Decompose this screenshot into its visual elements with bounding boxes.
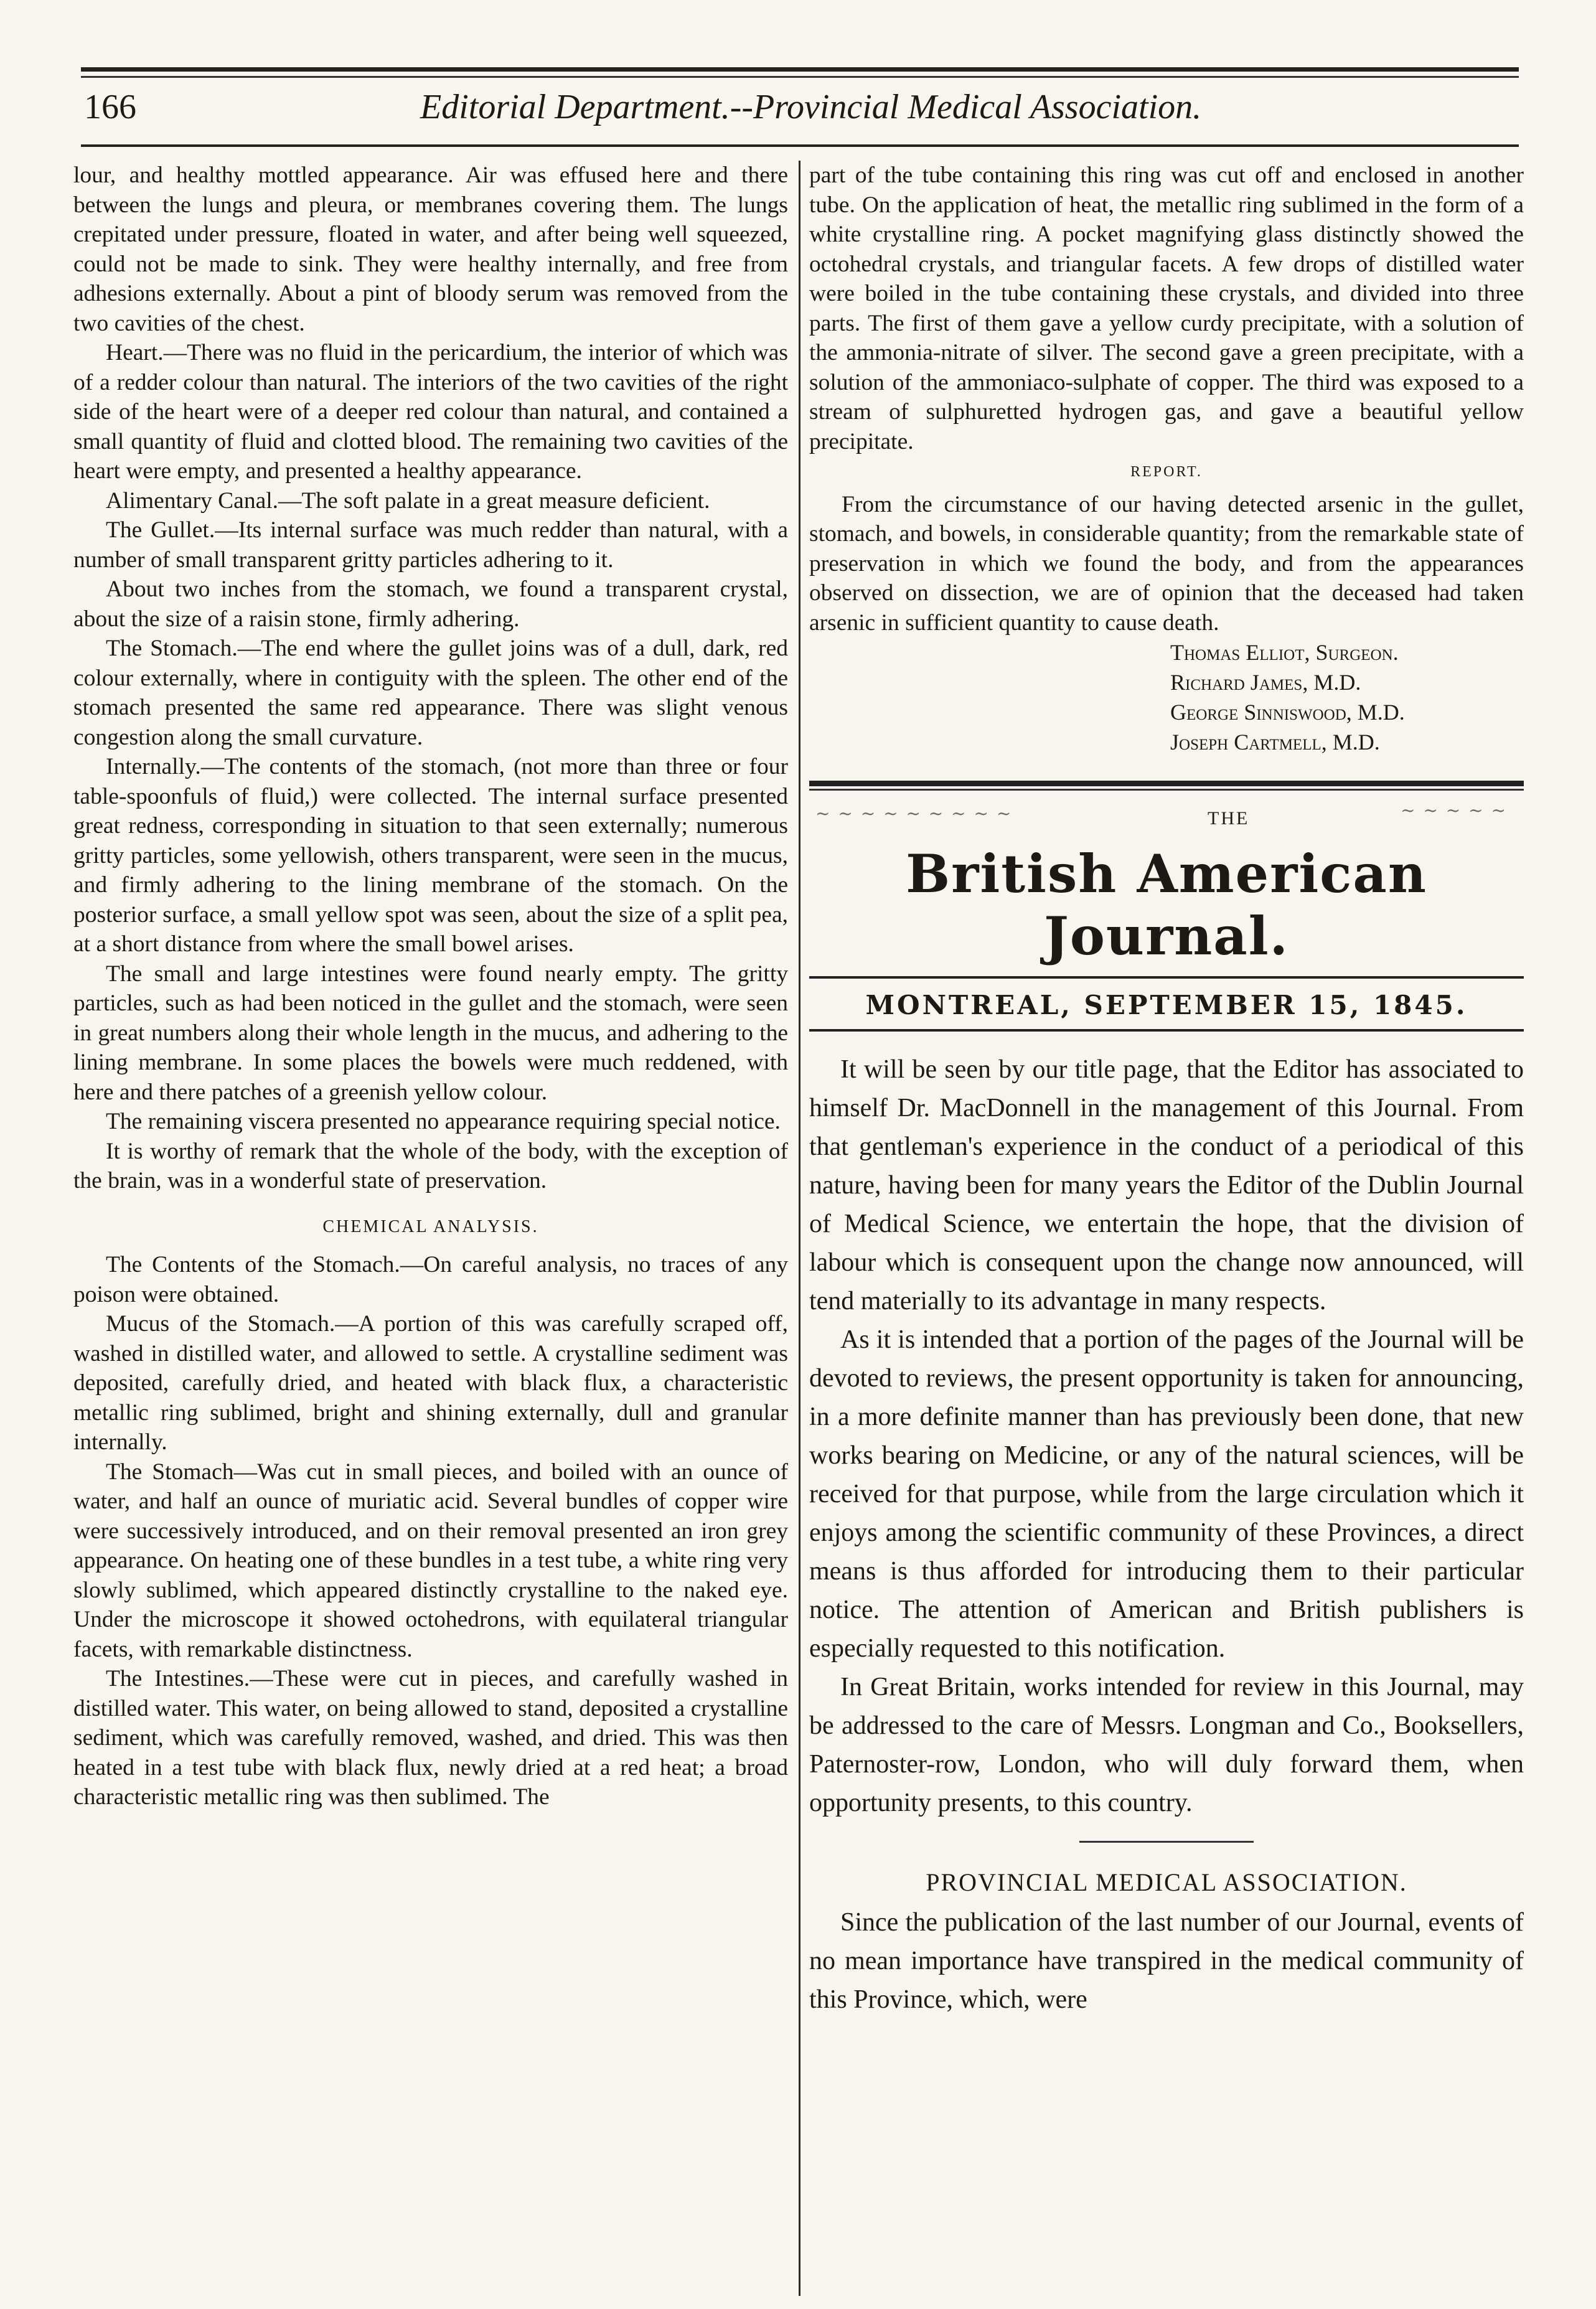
top-rule [81,67,1519,72]
left-paragraph: The remaining viscera presented no appearance requiring special notice. [106,1109,781,1134]
handwritten-annotation: ~ ~ ~ ~ ~ [1401,800,1507,821]
the-line [809,791,1524,840]
left-column [73,161,788,2296]
editorial-paragraph: In Great Britain, works intended for review in this Journal, may be addressed to the care of Messrs. Longman and Co., Booksellers, Paternoster-row, London, who will duly forward them, when opportunity presents, to this country. [809,1673,1524,1817]
running-head: Editorial Department.--Provincial Medical Association. [420,88,1202,126]
section-divider [1079,1841,1254,1843]
masthead-the: THE [1208,808,1250,829]
report-paragraph: From the circumstance of our having detected arsenic in the gullet, stomach, and bowels, in considerable quantity; from the remarkable state of preservation in which we found the body, and from the appearances observed on dissection, we are of opinion that the deceased had taken arsenic in sufficient quantity to cause death. [809,491,1524,636]
report-heading: REPORT. [1130,464,1203,480]
pma-heading: PROVINCIAL MEDICAL ASSOCIATION. [926,1868,1407,1896]
left-paragraph: Heart.—There was no fluid in the pericardium, the interior of which was of a redder colour than natural. The interiors of the two cavities of the right side of the heart were of a deeper red colour than natural, and contained a small quantity of fluid and clotted blood. The remaining two cavities of the heart were empty, and presented a healthy appearance. [73,340,788,484]
left-paragraph: Alimentary Canal.—The soft palate in a great measure deficient. [106,487,710,514]
handwritten-annotation: ~ ~ ~ ~ ~ ~ ~ ~ ~ [815,803,1013,824]
signature-line: Joseph Cartmell, M.D. [1170,730,1380,755]
signature-line: Richard James, M.D. [1170,670,1361,695]
column-divider [799,161,800,2296]
continuation-paragraph: part of the tube containing this ring was cut off and enclosed in another tube. On the application of heat, the metallic ring sublimed in the form of a white crystalline ring. A pocket magnifying glass distinctly showed the octohedral crystals, and triangular facets. A few drops of distilled water were boiled in the tube containing these crystals, and divided into three parts. The first of them gave a yellow curdy precipitate, with a solution of the ammonia-nitrate of silver. The second gave a green precipitate, with a solution of the ammoniaco-sulphate of copper. The third was exposed to a stream of sulphuretted hydrogen gas, and gave a beautiful yellow precipitate. [809,162,1524,454]
left-paragraph: The Gullet.—Its internal surface was much redder than natural, with a number of small transparent gritty particles adhering to it. [73,517,788,573]
masthead-rule-thick [809,781,1524,786]
chemical-paragraph: The Stomach—Was cut in small pieces, and boiled with an ounce of water, and half an ounce of muriatic acid. Several bundles of copper wire were successively introduced, and on their removal presented an iron grey appearance. On heating one of these bundles in a test tube, a white ring very slowly sublimed, which appeared distinctly crystalline to the naked eye. Under the microscope it showed octohedrons, with equilateral triangular facets, with remarkable distinctness. [73,1459,788,1662]
header-rule [81,144,1519,147]
signature-line: George Sinniswood, M.D. [1170,700,1405,725]
left-paragraph: The Stomach.—The end where the gullet joins was of a dull, dark, red colour externally, where in contiguity with the spleen. The other end of the stomach presented the same red appearance. There was slight venous congestion along the small curvature. [73,636,788,750]
left-paragraph: Internally.—The contents of the stomach, (not more than three or four table-spoonfuls of fluid,) were collected. The internal surface presented great redness, corresponding in situation to that seen externally; numerous gritty particles, some yellowish, others transparent, were seen in the mucus, and firmly adhering to the lining membrane of the stomach. On the posterior surface, a small yellow spot was seen, about the size of a split pea, at a short distance from where the small bowel arises. [73,754,788,957]
left-paragraph: About two inches from the stomach, we found a transparent crystal, about the size of a raisin stone, firmly adhering. [73,576,788,632]
masthead-title: British American Journal. [906,843,1427,967]
editorial-paragraph: It will be seen by our title page, that the Editor has associated to himself Dr. MacDonnell in the management of this Journal. From that gentleman's experience in the conduct of a periodical of this nature, having been for many years the Editor of the Dublin Journal of Medical Science, we entertain the hope, that the division of labour which is consequent upon the change now announced, will tend materially to its advantage in many respects. [809,1055,1524,1315]
editorial-body [809,1050,1524,2019]
right-column [809,161,1524,2296]
top-rule-thin [81,76,1519,78]
page-number: 166 [84,88,136,126]
page-header [84,87,1516,137]
left-paragraph: lour, and healthy mottled appearance. Air was effused here and there between the lungs and pleura, or membranes covering them. The lungs crepitated under pressure, floated in water, and after being well squeezed, could not be made to sink. They were healthy internally, and free from adhesions externally. About a pint of bloody serum was removed from the two cavities of the chest. [73,162,788,336]
dateline: MONTREAL, SEPTEMBER 15, 1845. [865,990,1468,1020]
masthead-block [809,781,1524,1032]
chemical-paragraph: Mucus of the Stomach.—A portion of this was carefully scraped off, washed in distilled water, and allowed to settle. A crystalline sediment was deposited, carefully dried, and heated with black flux, a characteristic metallic ring sublimed, bright and shining externally, dull and granular internally. [73,1311,788,1455]
dateline-rule [809,1029,1524,1032]
chemical-paragraph: The Contents of the Stomach.—On careful analysis, no traces of any poison were obtained. [73,1252,788,1307]
signature-line: Thomas Elliot, Surgeon. [1170,640,1399,665]
left-paragraph: The small and large intestines were found nearly empty. The gritty particles, such as had been noticed in the gullet and the stomach, were seen in great numbers along their whole length in the mucus, and adhering to the lining membrane. In some places the bowels were much reddened, with here and there patches of a greenish yellow colour. [73,961,788,1105]
editorial-paragraph: As it is intended that a portion of the pages of the Journal will be devoted to reviews, the present opportunity is taken for announcing, in a more definite manner than has previously been done, that new works bearing on Medicine, or any of the natural sciences, will be received for that purpose, while from the large circulation which it enjoys among the scientific community of these Provinces, a direct means is thus afforded for introducing them to their particular notice. The attention of American and British publishers is especially requested to this notification. [809,1325,1524,1663]
left-paragraph: It is worthy of remark that the whole of the body, with the exception of the brain, was in a wonderful state of preservation. [73,1138,788,1193]
pma-paragraph: Since the publication of the last number of our Journal, events of no mean importance have transpired in the medical community of this Province, which, were [809,1908,1524,2014]
chemical-paragraph: The Intestines.—These were cut in pieces, and carefully washed in distilled water. This water, on being allowed to stand, deposited a crystalline sediment, which was carefully removed, washed, and dried. This was then heated in a test tube with black flux, newly dried at a red heat; a broad characteristic metallic ring was then sublimed. The [73,1666,788,1810]
chemical-analysis-heading: CHEMICAL ANALYSIS. [322,1216,539,1236]
